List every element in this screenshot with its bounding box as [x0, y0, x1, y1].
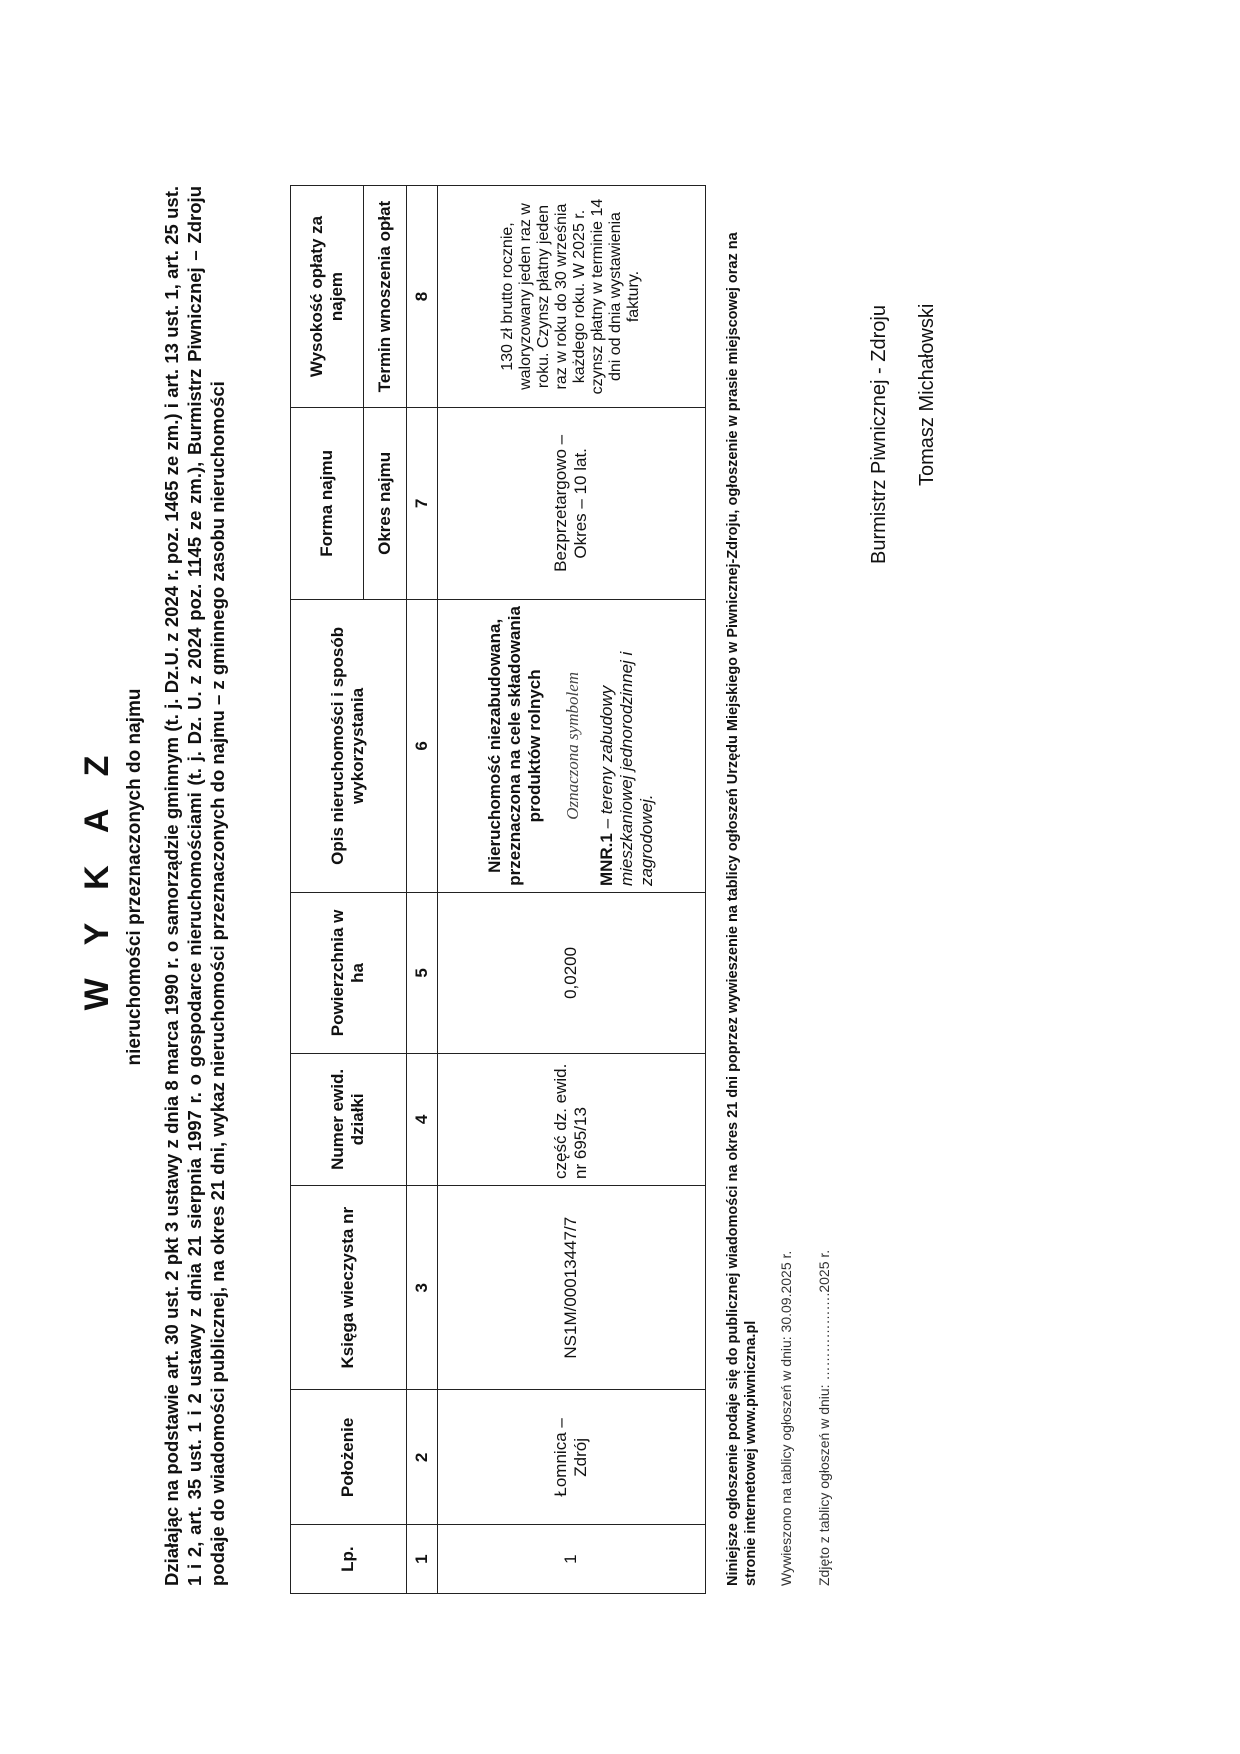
column-number: 2 [406, 1390, 437, 1525]
cell-okres: Bezprzetargowo – Okres – 10 lat. [437, 408, 705, 600]
zoning-code: MNR.1 [597, 833, 617, 887]
signature-name: Tomasz Michałowski [916, 303, 938, 486]
cell-polozenie: Łomnica – Zdrój [437, 1390, 705, 1525]
description-symbol-label: Oznaczona symbolem [563, 671, 583, 820]
signature-title: Burmistrz Piwnicznej - Zdroju [868, 305, 890, 564]
column-number: 7 [406, 408, 437, 600]
removed-date: Zdjęto z tablicy ogłoszeń w dniu: ……………….2025 r. [816, 1249, 832, 1586]
header-opis: Opis nieruchomości i sposób wykorzystania [291, 599, 407, 892]
page-subtitle: nieruchomości przeznaczonych do najmu [124, 688, 145, 1066]
page-title: W Y K A Z [78, 743, 116, 1011]
cell-opis [437, 599, 705, 892]
posted-date: Wywieszono na tablicy ogłoszeń w dniu: 30.09.2025 r. [778, 1250, 794, 1586]
column-number: 5 [406, 893, 437, 1054]
cell-ksiega: NS1M/00013447/7 [437, 1185, 705, 1390]
cell-lp: 1 [437, 1525, 705, 1594]
header-numer: Numer ewid. działki [291, 1053, 407, 1185]
header-powierzchnia: Powierzchnia w ha [291, 893, 407, 1054]
header-ksiega: Księga wieczysta nr [291, 1185, 407, 1390]
column-number: 4 [406, 1053, 437, 1185]
header-okres: Okres najmu [363, 408, 406, 600]
header-polozenie: Położenie [291, 1390, 407, 1525]
cell-powierzchnia: 0,0200 [437, 893, 705, 1054]
table-header-row [291, 186, 364, 1594]
column-number: 6 [406, 599, 437, 892]
description-zoning [597, 606, 657, 886]
table-row [437, 186, 705, 1594]
legal-basis-paragraph [160, 186, 229, 1586]
legal-basis-text: Działając na podstawie art. 30 ust. 2 pkt 3 ustawy z dnia 8 marca 1990 r. o samorządzie gminnym (t. j. Dz.U. z 2024 r. poz. 1465 ze zm.) i art. 13 ust. 1, art. 25 ust. 1 i 2, art. 35 ust. 1 i 2 ustawy z dnia 21 sierpnia 1997 r. o gospodarce nieruchomościami (t. j. Dz. U. z 2024 poz. 1145 ze zm.), Burmistrz Piwnicznej – Zdroju podaje do wiadomości publicznej, na okres 21 dni, wykaz nieruchomości przeznaczonych do najmu – z gminnego zasobu nieruchomości [161, 186, 228, 1586]
column-number: 3 [406, 1185, 437, 1390]
column-number: 1 [406, 1525, 437, 1594]
cell-oplata: 130 zł brutto rocznie, waloryzowany jeden raz w roku. Czynsz płatny jeden raz w roku do 30 września każdego roku. W 2025 r. czynsz płatny w terminie 14 dni od dnia wystawienia faktury. [437, 186, 705, 408]
cell-numer: część dz. ewid. nr 695/13 [437, 1053, 705, 1185]
publication-notice: Niniejsze ogłoszenie podaje się do publicznej wiadomości na okres 21 dni poprzez wywieszenie na tablicy ogłoszeń Urzędu Miejskiego w Piwnicznej-Zdroju, ogłoszenie w prasie miejscowej oraz na stronie internetowej www.piwniczna.pl [725, 232, 759, 1586]
header-forma: Forma najmu [291, 408, 364, 600]
column-number: 8 [406, 186, 437, 408]
description-main: Nieruchomość niezabudowana, przeznaczona na cele składowania produktów rolnych [485, 606, 545, 886]
property-table [290, 185, 706, 1594]
header-lp: Lp. [291, 1525, 407, 1594]
header-wysokosc: Wysokość opłaty za najem [291, 186, 364, 408]
column-number-row [406, 186, 437, 1594]
header-termin: Termin wnoszenia opłat [363, 186, 406, 408]
zoning-description: – tereny zabudowy mieszkaniowej jednorodzinnej i zagrodowej. [597, 651, 657, 887]
